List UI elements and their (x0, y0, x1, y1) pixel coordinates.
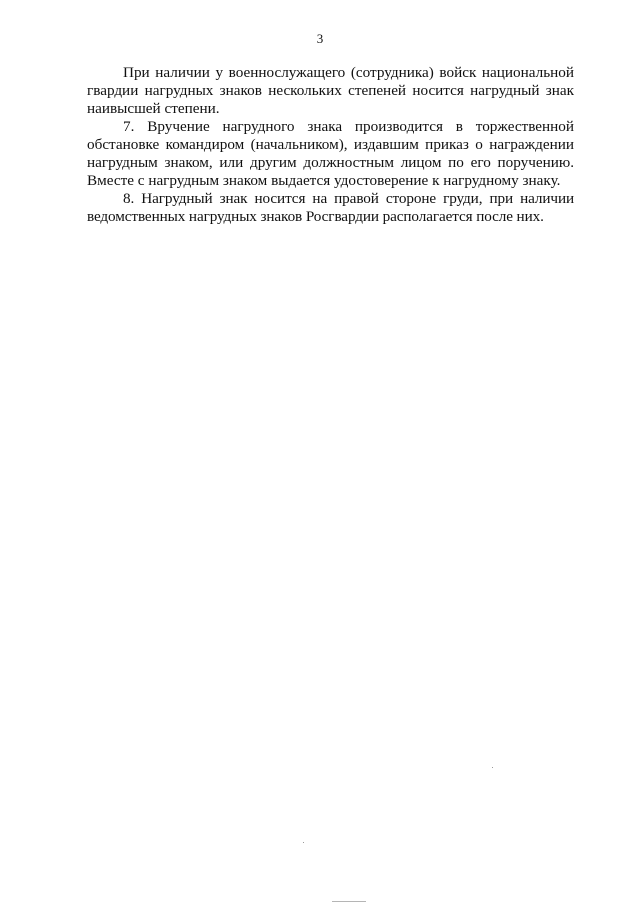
scan-artifact (332, 901, 366, 902)
paragraph-8-wearing: 8. Нагрудный знак носится на правой стороне груди, при наличии ведомственных нагрудных знаков Росгвардии располагается после них. (87, 190, 574, 225)
scan-artifact (303, 842, 304, 843)
scan-artifact (492, 767, 493, 768)
paragraph-badge-degrees: При наличии у военнослужащего (сотрудника) войск национальной гвардии нагрудных знаков нескольких степеней носится нагрудный знак наивысшей степени. (87, 64, 574, 117)
document-body (87, 64, 574, 226)
paragraph-7-presentation: 7. Вручение нагрудного знака производится в торжественной обстановке командиром (начальником), издавшим приказ о награждении нагрудным знаком, или другим должностным лицом по его поручению. Вместе с нагрудным знаком выдается удостоверение к нагрудному знаку. (87, 118, 574, 189)
page-number: 3 (316, 31, 324, 46)
